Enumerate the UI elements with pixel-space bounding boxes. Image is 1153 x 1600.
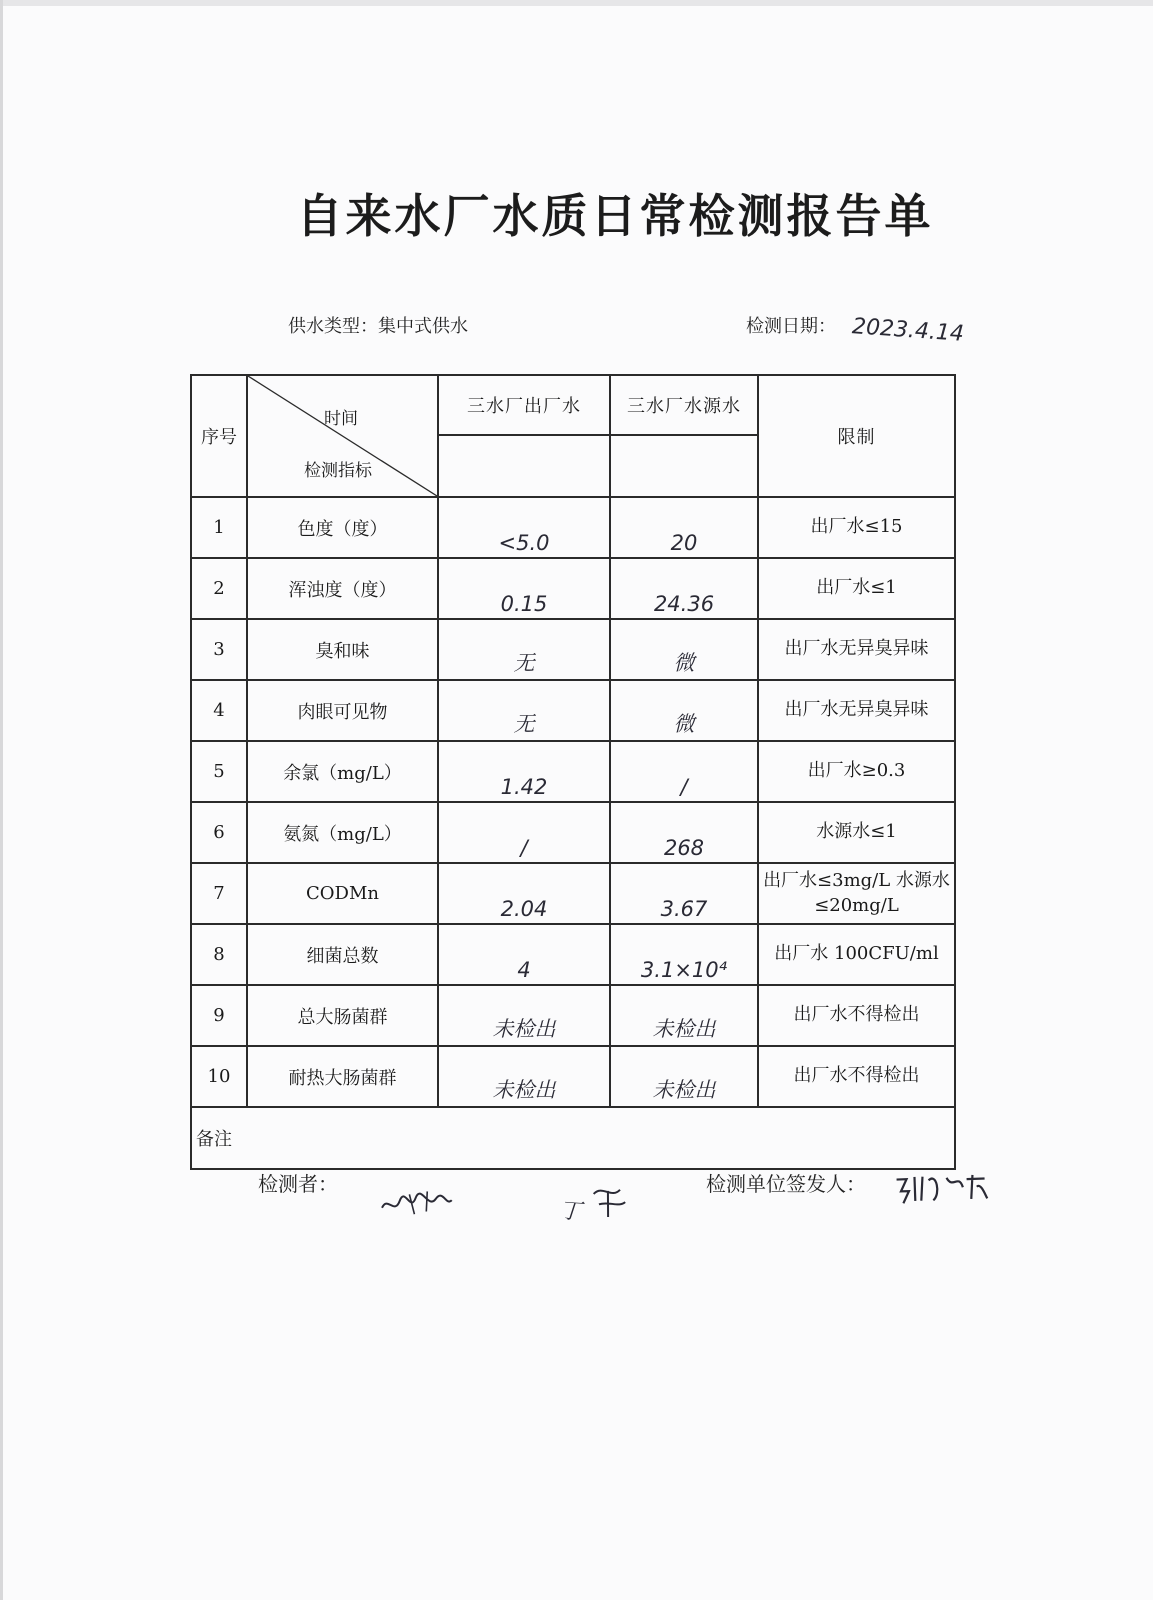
report-table [190,374,956,1170]
indicator-name: CODMn [247,863,438,924]
table-row [191,619,955,680]
limit-value: 出厂水≤1 [758,558,955,619]
date-label: 检测日期： [746,316,836,337]
row-number: 7 [191,863,247,924]
source-cell [610,1046,758,1107]
header-index: 序号 [191,375,247,497]
source-cell [610,741,758,802]
scan-top-edge [0,0,1153,6]
table-row [191,985,955,1046]
indicator-name: 细菌总数 [247,924,438,985]
table-row [191,497,955,558]
table-row [191,680,955,741]
issuer-label: 检测单位签发人： [706,1172,866,1196]
limit-value: 出厂水≥0.3 [758,741,955,802]
inspector-signature-1 [379,1186,455,1226]
indicator-name: 色度（度） [247,497,438,558]
outlet-cell [438,497,610,558]
row-number: 1 [191,497,247,558]
outlet-value: 无 [513,712,535,736]
source-value: 未检出 [652,1078,716,1102]
signature-scribble-1 [379,1186,454,1220]
table-row [191,863,955,924]
outlet-value: 无 [513,651,535,675]
signature-text-2: 丁 [558,1198,583,1226]
indicator-name: 氨氮（mg/L） [247,802,438,863]
issuer-signature [892,1168,989,1214]
row-number: 5 [191,741,247,802]
report-title: 自来水厂水质日常检测报告单 [296,189,934,243]
outlet-value: 4 [517,958,531,982]
outlet-cell [438,924,610,985]
source-cell [610,985,758,1046]
header-source-blank [610,435,758,497]
limit-value: 水源水≤1 [758,802,955,863]
indicator-name: 浑浊度（度） [247,558,438,619]
row-number: 9 [191,985,247,1046]
limit-value: 出厂水无异臭异味 [758,680,955,741]
outlet-value: 未检出 [492,1017,556,1041]
outlet-cell [438,741,610,802]
outlet-cell [438,558,610,619]
outlet-value: 2.04 [500,897,548,921]
source-value: 未检出 [652,1017,716,1041]
source-value: 3.1×10⁴ [640,958,728,982]
outlet-value: <5.0 [498,531,550,555]
outlet-cell [438,619,610,680]
outlet-value: / [520,836,528,860]
limit-value: 出厂水无异臭异味 [758,619,955,680]
table-row [191,558,955,619]
outlet-cell [438,802,610,863]
header-outlet-blank [438,435,610,497]
date-value: 2023.4.14 [851,314,965,347]
outlet-value: 1.42 [500,775,548,799]
source-cell [610,924,758,985]
row-number: 3 [191,619,247,680]
limit-value: 出厂水不得检出 [758,985,955,1046]
source-value: 24.36 [653,592,715,616]
row-number: 10 [191,1046,247,1107]
supply-type: 供水类型：集中式供水 [288,316,468,337]
indicator-name: 肉眼可见物 [247,680,438,741]
source-value: / [680,775,688,799]
source-cell [610,863,758,924]
source-cell [610,619,758,680]
limit-value: 出厂水≤3mg/L 水源水≤20mg/L [758,863,955,924]
header-indicator: 检测指标 [304,461,372,481]
remark-label: 备注 [191,1107,955,1169]
limit-value: 出厂水≤15 [758,497,955,558]
remark-row [191,1107,955,1169]
outlet-value: 0.15 [500,592,548,616]
signature-scribble-2 [588,1180,631,1223]
source-cell [610,497,758,558]
indicator-name: 臭和味 [247,619,438,680]
outlet-cell [438,863,610,924]
header-limit: 限制 [758,375,955,497]
header-outlet: 三水厂出厂水 [438,375,610,435]
table-row [191,802,955,863]
table-row [191,741,955,802]
source-value: 20 [670,531,698,555]
row-number: 6 [191,802,247,863]
inspector-signature-2 [558,1178,630,1230]
header-diagonal-cell [247,375,438,497]
outlet-cell [438,985,610,1046]
outlet-cell [438,1046,610,1107]
source-value: 3.67 [660,897,708,921]
limit-value: 出厂水 100CFU/ml [758,924,955,985]
row-number: 4 [191,680,247,741]
signature-scribble-3 [892,1168,989,1207]
indicator-name: 耐热大肠菌群 [247,1046,438,1107]
table-row [191,924,955,985]
row-number: 8 [191,924,247,985]
outlet-value: 未检出 [492,1078,556,1102]
source-value: 微 [673,712,695,736]
indicator-name: 总大肠菌群 [247,985,438,1046]
row-number: 2 [191,558,247,619]
outlet-cell [438,680,610,741]
source-value: 微 [673,651,695,675]
inspector-label: 检测者： [258,1172,338,1196]
source-cell [610,802,758,863]
limit-value: 出厂水不得检出 [758,1046,955,1107]
table-row [191,1046,955,1107]
header-source: 三水厂水源水 [610,375,758,435]
source-value: 268 [663,836,705,860]
header-time: 时间 [324,409,358,429]
source-cell [610,558,758,619]
source-cell [610,680,758,741]
indicator-name: 余氯（mg/L） [247,741,438,802]
